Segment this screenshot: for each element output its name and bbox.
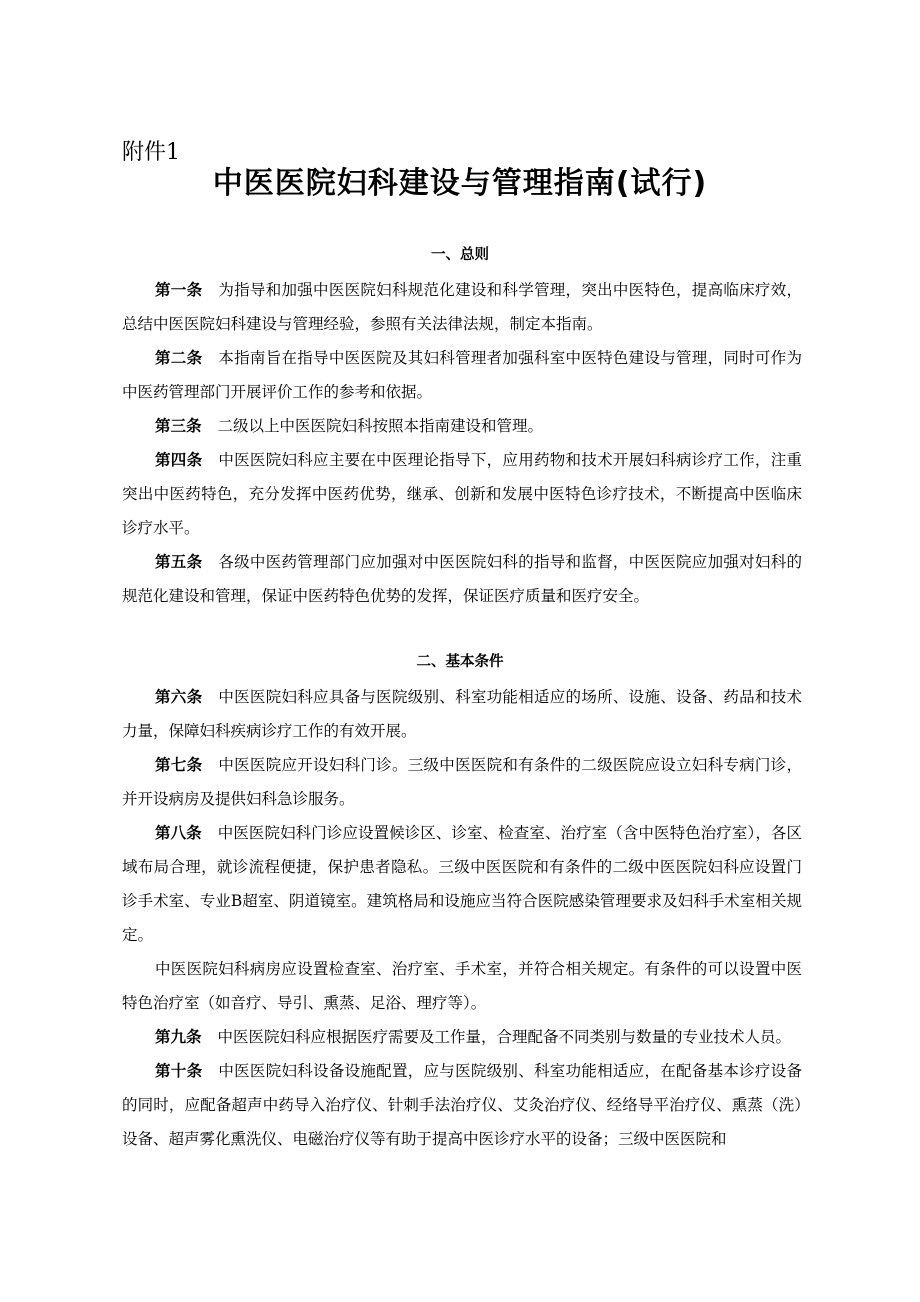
article-label: 第八条 [155,824,202,842]
section-heading-general: 一、总则 [431,247,489,263]
article-3 [122,409,802,443]
attachment-label: 附件1 [122,140,180,165]
section-heading-basic-conditions: 二、基本条件 [416,654,504,670]
article-text: 中医医院妇科门诊应设置候诊区、诊室、检查室、治疗室（含中医特色治疗室），各区域布局合理，就诊流程便捷，保护患者隐私。三级中医医院和有条件的二级中医医院妇科应设置门诊手术室、专业B超室、阴道镜室。建筑格局和设施应当符合医院感染管理要求及妇科手术室相关规定。 [122,824,802,944]
article-text: 各级中医药管理部门应加强对中医医院妇科的指导和监督，中医医院应加强对妇科的规范化建设和管理，保证中医药特色优势的发挥，保证医疗质量和医疗安全。 [122,553,802,605]
article-label: 第四条 [155,451,203,469]
article-label: 第七条 [155,756,203,774]
document-title: 中医医院妇科建设与管理指南(试行) [212,166,708,201]
article-text: 二级以上中医医院妇科按照本指南建设和管理。 [217,417,544,435]
article-text: 中医医院妇科应根据医疗需要及工作量，合理配备不同类别与数量的专业技术人员。 [217,1028,792,1046]
article-8 [122,816,802,952]
article-label: 第二条 [155,349,203,367]
article-text: 中医医院应开设妇科门诊。三级中医医院和有条件的二级医院应设立妇科专病门诊，并开设病房及提供妇科急诊服务。 [122,756,802,808]
article-label: 第十条 [155,1062,203,1080]
article-4 [122,443,802,545]
article-7 [122,748,802,816]
article-label: 第六条 [155,688,203,706]
article-10 [122,1054,802,1156]
article-text: 中医医院妇科应具备与医院级别、科室功能相适应的场所、设施、设备、药品和技术力量，保障妇科疾病诊疗工作的有效开展。 [122,688,802,740]
article-text: 为指导和加强中医医院妇科规范化建设和科学管理，突出中医特色，提高临床疗效，总结中医医院妇科建设与管理经验，参照有关法律法规，制定本指南。 [122,281,802,333]
article-8-ward-paragraph [122,952,802,1020]
article-6 [122,680,802,748]
article-2 [122,341,802,409]
article-text: 中医医院妇科病房应设置检查室、治疗室、手术室，并符合相关规定。有条件的可以设置中医特色治疗室（如音疗、导引、熏蒸、足浴、理疗等）。 [122,960,802,1012]
article-text: 本指南旨在指导中医医院及其妇科管理者加强科室中医特色建设与管理，同时可作为中医药管理部门开展评价工作的参考和依据。 [122,349,802,401]
article-text: 中医医院妇科设备设施配置，应与医院级别、科室功能相适应，在配备基本诊疗设备的同时，应配备超声中药导入治疗仪、针刺手法治疗仪、艾灸治疗仪、经络导平治疗仪、熏蒸（洗）设备、超声雾化熏洗仪、电磁治疗仪等有助于提高中医诊疗水平的设备；三级中医医院和 [122,1062,802,1148]
article-1 [122,273,802,341]
article-label: 第五条 [155,553,203,571]
article-label: 第一条 [155,281,203,299]
article-9 [122,1020,802,1054]
article-label: 第九条 [155,1028,202,1046]
article-label: 第三条 [155,417,202,435]
article-5 [122,545,802,613]
article-text: 中医医院妇科应主要在中医理论指导下，应用药物和技术开展妇科病诊疗工作，注重突出中医药特色，充分发挥中医药优势，继承、创新和发展中医特色诊疗技术，不断提高中医临床诊疗水平。 [122,451,802,537]
